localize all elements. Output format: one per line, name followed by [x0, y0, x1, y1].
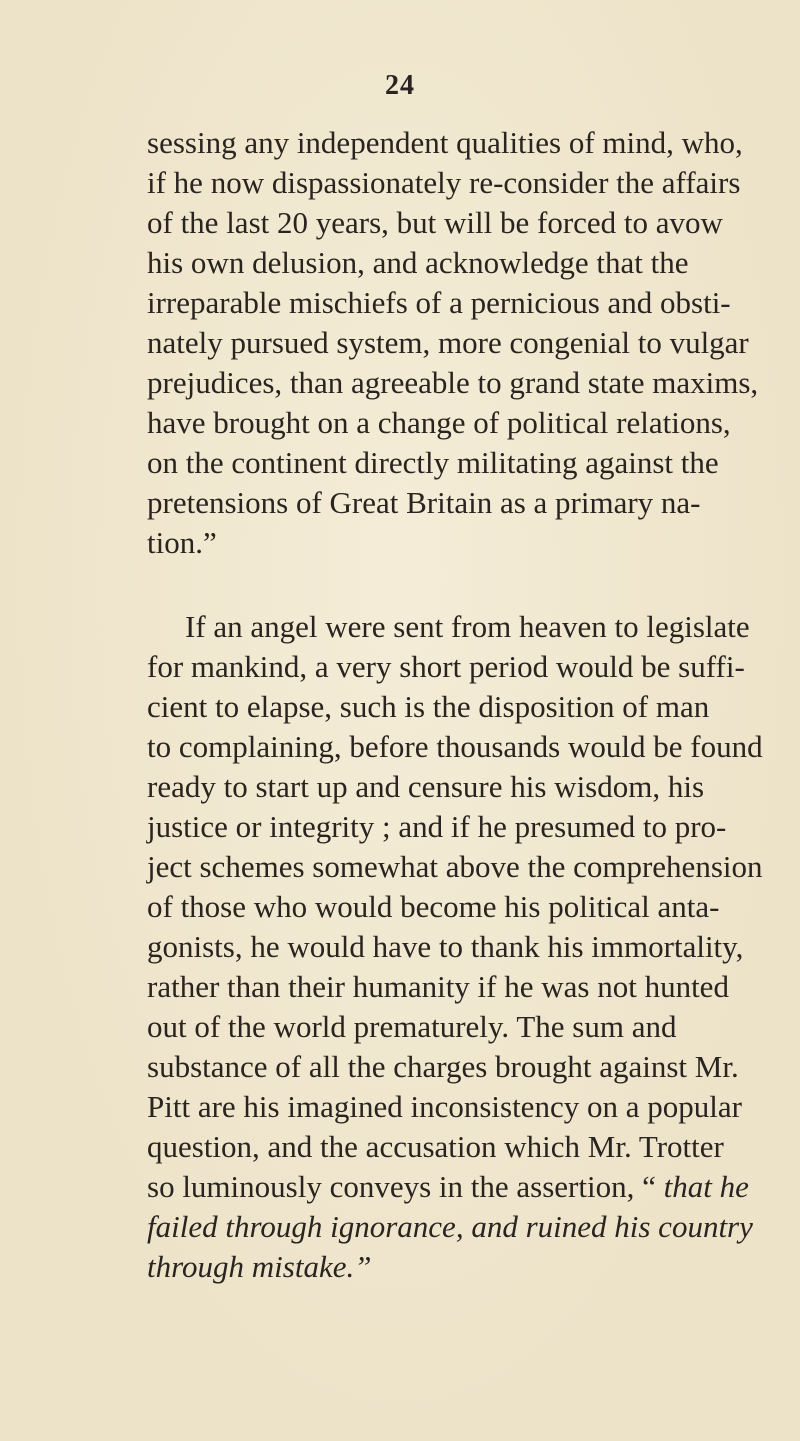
- text-line: to complaining, before thousands would be found: [147, 729, 763, 764]
- text-line: ready to start up and censure his wisdom, his: [147, 769, 705, 804]
- text-line: ject schemes somewhat above the comprehension: [147, 849, 763, 884]
- text-line: [147, 1167, 749, 1207]
- text-line: have brought on a change of political relations,: [147, 405, 731, 440]
- text-line: gonists, he would have to thank his immortality,: [147, 929, 744, 964]
- text-line: on the continent directly militating against the: [147, 445, 719, 480]
- text-line: of the last 20 years, but will be forced to avow: [147, 205, 723, 240]
- text-line: cient to elapse, such is the disposition of man: [147, 689, 710, 724]
- text-line: prejudices, than agreeable to grand state maxims,: [147, 365, 759, 400]
- text-line: if he now dispassionately re-consider the affairs: [147, 165, 741, 200]
- text-line: If an angel were sent from heaven to legislate: [185, 609, 750, 644]
- text-line: tion.”: [147, 525, 217, 560]
- text-line: question, and the accusation which Mr. Trotter: [147, 1129, 724, 1164]
- text-line-italic: through mistake.”: [147, 1249, 372, 1284]
- text-line: his own delusion, and acknowledge that the: [147, 245, 689, 280]
- text-line: out of the world prematurely. The sum and: [147, 1009, 677, 1044]
- text-span: so luminously conveys in the assertion, “: [147, 1169, 656, 1204]
- text-line: irreparable mischiefs of a pernicious and obsti-: [147, 285, 731, 320]
- text-line: nately pursued system, more congenial to vulgar: [147, 325, 749, 360]
- quote-italic-start: that he: [663, 1169, 749, 1204]
- text-line: for mankind, a very short period would be suffi-: [147, 649, 745, 684]
- page-number: 24: [385, 70, 415, 101]
- text-line: Pitt are his imagined inconsistency on a popular: [147, 1089, 742, 1124]
- text-line: of those who would become his political anta-: [147, 889, 720, 924]
- text-line: substance of all the charges brought against Mr.: [147, 1049, 739, 1084]
- text-line: pretensions of Great Britain as a primary na-: [147, 485, 701, 520]
- text-line: justice or integrity ; and if he presumed to pro-: [147, 809, 727, 844]
- text-line: sessing any independent qualities of mind, who,: [147, 125, 743, 160]
- text-line-italic: failed through ignorance, and ruined his country: [147, 1209, 753, 1244]
- text-line: rather than their humanity if he was not hunted: [147, 969, 729, 1004]
